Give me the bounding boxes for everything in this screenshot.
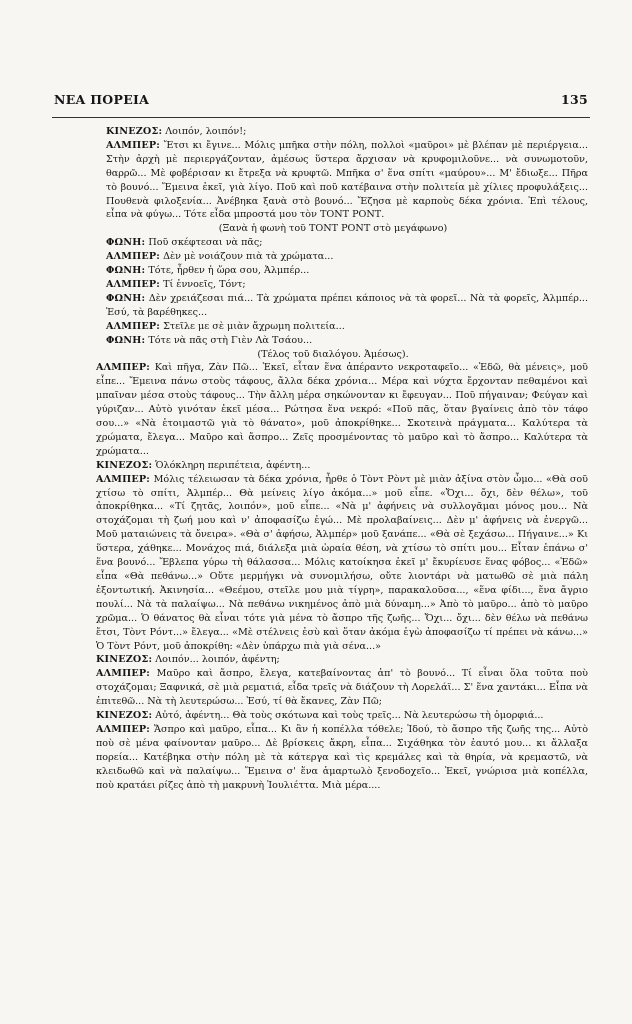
dialogue-line bbox=[78, 361, 588, 458]
speaker-label: ΚΙΝΕΖΟΣ: bbox=[106, 126, 163, 137]
dialogue-text: Μαῦρο καὶ ἄσπρο, ἔλεγα, κατεβαίνοντας ἀπ' τὸ βουνό... Τί εἶναι ὅλα τοῦτα ποὺ στοχάζομαι; Ξαφνικά, σὲ μιὰ ρεματιά, εἶδα τρεῖς νὰ διάζουν τὴ Λορελάϊ... Σ' ἕνα χαντάκι... Εἶπα νὰ ἐπιτεθῶ... Νὰ τὴ λευτερώσω... Ἐσύ, τί θὰ ἔκανες, Ζὰν Πῶ; bbox=[96, 668, 588, 708]
stage-direction: (Τέλος τοῦ διαλόγου. Ἀμέσως). bbox=[257, 348, 409, 360]
dialogue-line bbox=[78, 459, 588, 473]
dialogue-line bbox=[78, 653, 588, 667]
speaker-label: ΑΛΜΠΕΡ: bbox=[96, 473, 151, 485]
dialogue-line bbox=[78, 667, 588, 709]
dialogue-line bbox=[78, 292, 588, 320]
dialogue-line bbox=[78, 709, 588, 723]
speaker-label: ΦΩΝΗ: bbox=[106, 334, 146, 346]
dialogue-text: Ἄσπρο καὶ μαῦρο, εἶπα... Κι ἂν ἡ κοπέλλα τόθελε; Ἰδού, τὸ ἄσπρο τῆς ζωῆς της... Αὐτὸ ποὺ σὲ μένα φαίνονταν μαῦρο... Δὲ βρίσκεις ἄκρη, εἶπα... Σιχάθηκα τὸν ἑαυτό μου... κι ἄλλαξα πορεία... Κατέβηκα στὴν πόλη μὲ τὰ κάτεργα καὶ τὶς κρεμάλες καὶ τὰ θηρία, νὰ κρεμαστῶ, νὰ κλειδωθῶ καὶ νὰ παλαίψω... Ἔμεινα σ' ἕνα ἁμαρτωλὸ ξενοδοχεῖο... Ἐκεῖ, γνώρισα μιὰ κοπέλλα, ποὺ κρατάει ρίζες ἀπὸ τὴ μακρυνὴ Ἰουλιέττα. Μιὰ μέρα.... bbox=[96, 723, 588, 791]
dialogue-line bbox=[78, 139, 588, 222]
speaker-label: ΚΙΝΕΖΟΣ: bbox=[96, 710, 153, 722]
speaker-label: ΑΛΜΠΕΡ: bbox=[106, 139, 161, 151]
dialogue-line bbox=[78, 250, 588, 264]
speaker-label: ΑΛΜΠΕΡ: bbox=[96, 668, 151, 680]
dialogue-text: Λοιπόν, λοιπόν!; bbox=[162, 126, 247, 137]
speaker-label: ΚΙΝΕΖΟΣ: bbox=[96, 459, 153, 471]
speaker-label: ΦΩΝΗ: bbox=[106, 265, 146, 277]
dialogue-text: Δὲν χρειάζεσαι πιά... Τὰ χρώματα πρέπει κάποιος νὰ τὰ φορεῖ... Νὰ τὰ φορεῖς, Ἀλμπέρ... Ἐσύ, τὰ βαρέθηκες... bbox=[106, 292, 588, 318]
header-rule bbox=[52, 117, 590, 118]
dialogue-text: Ὁλόκληρη περιπέτεια, ἀφέντη... bbox=[152, 459, 311, 471]
dialogue-text: Δὲν μὲ νοιάζουν πιὰ τὰ χρώματα... bbox=[160, 251, 334, 263]
dialogue-text: Αὐτό, ἀφέντη... Θὰ τοὺς σκότωνα καὶ τοὺς τρεῖς... Νὰ λευτερώσω τὴ ὀμορφιά... bbox=[152, 710, 544, 722]
dialogue-text: Τότε νὰ πᾶς στὴ Γιὲν Λὰ Τσάου... bbox=[145, 334, 313, 346]
running-header-title: ΝΕΑ ΠΟΡΕΙΑ bbox=[54, 92, 150, 107]
dialogue-line bbox=[78, 125, 588, 139]
speaker-label: ΦΩΝΗ: bbox=[106, 292, 146, 304]
page-body bbox=[78, 125, 588, 1006]
page-number: 135 bbox=[561, 92, 588, 107]
dialogue-line bbox=[78, 320, 588, 334]
speaker-label: ΑΛΜΠΕΡ: bbox=[96, 723, 151, 735]
speaker-label: ΑΛΜΠΕΡ: bbox=[106, 320, 161, 332]
dialogue-text: Ποῦ σκέφτεσαι νὰ πᾶς; bbox=[145, 237, 263, 249]
speaker-label: ΑΛΜΠΕΡ: bbox=[106, 278, 161, 290]
speaker-label: ΦΩΝΗ: bbox=[106, 237, 146, 249]
speaker-label: ΚΙΝΕΖΟΣ: bbox=[96, 654, 153, 666]
speaker-label: ΑΛΜΠΕΡ: bbox=[96, 362, 151, 374]
dialogue-line bbox=[78, 278, 588, 292]
dialogue-line bbox=[78, 473, 588, 654]
speaker-label: ΑΛΜΠΕΡ: bbox=[106, 251, 161, 263]
dialogue-text: Τότε, ἦρθεν ἡ ὥρα σου, Ἀλμπέρ... bbox=[145, 265, 310, 277]
dialogue-text: Τί ἐννοεῖς, Τόντ; bbox=[160, 278, 246, 290]
dialogue-line bbox=[78, 334, 588, 348]
dialogue-text: Μόλις τέλειωσαν τὰ δέκα χρόνια, ἦρθε ὁ Τὸντ Ρὸντ μὲ μιὰν ἀξίνα στὸν ὦμο... «Θὰ σοῦ χτίσω τὸ σπίτι, Ἀλμπέρ... Θὰ μείνεις λίγο ἀκόμα...» μοῦ εἶπε. «Ὄχι... ὄχι, δὲν θέλω», τοῦ ἀποκρίθηκα... «Τί ζητᾶς, λοιπόν», μοῦ εἶπε... «Νὰ μ' ἀφήνεις νὰ συλλογᾶμαι μόνος μου... Νὰ στοχάζομαι τὴ ζωή μου καὶ ν' ἀποφασίζω ἐγώ... Μὲ προλαβαίνεις... Δὲν μ' ἀφήνεις νὰ ἐνεργῶ... Μοῦ ματαιώνεις τὰ ὄνειρα». «Θὰ σ' ἀφήσω, Ἀλμπέρ» μοῦ ξανάπε... «Θὰ σὲ ξεχάσω... Πήγαινε...» Κι ὕστερα, χάθηκε... Μονάχος πιά, διάλεξα μιὰ ὡραία θέση, νὰ χτίσω τὸ σπίτι μου... Εἶταν ἐπάνω σ' ἕνα βουνό... Ἔβλεπα γύρω τὴ θάλασσα... Μόλις κατοίκησα ἐκεῖ μ' ἔκυρίευσε ἕνας φόβος... «Ἐδῶ» εἶπα «Θὰ πεθάνω...» Οὔτε μερμήγκι νὰ συνομιλήσω, οὔτε λιοντάρι νὰ ματωθῶ σὲ μιὰ πάλη ἐξοντωτική. Ἀκινησία... «Θεέμου, στεῖλε μου μιὰ τίγρη», παρακαλοῦσα..., «ἕνα φίδι..., ἕνα ἄγριο πουλί... Νὰ τὰ παλαίψω... Νὰ πεθάνω νικημένος ἀπὸ μιὰ δύναμη...» Ἀπὸ τὸ μαῦρο... ἀπὸ τὸ μαῦρο χρῶμα... Ὁ θάνατος θὰ εἶναι τότε γιὰ μένα τὸ ἄσπρο τῆς ζωῆς... Ὄχι... ὄχι... δὲν θέλω νὰ πεθάνω ἔτσι, Τὸντ Ρόντ...» ἔλεγα... «Μὲ στέλνεις ἐσὺ καὶ ὅταν ἀκόμα ἐγὼ ἀποφασίζω τί πρέπει νὰ κάνω...» Ὁ Τὸντ Ρόντ, μοῦ ἀποκρίθη: «Δὲν ὑπάρχω πιὰ γιὰ σένα...» bbox=[96, 473, 588, 652]
dialogue-line bbox=[78, 264, 588, 278]
dialogue-text: Καὶ πῆγα, Ζὰν Πῶ... Ἐκεῖ, εἶταν ἕνα ἀπέραντο νεκροταφεῖο... «Ἐδῶ, θὰ μένεις», μοῦ εἶπε... Ἔμεινα πάνω στοὺς τάφους, ἄλλα δέκα χρόνια... Μέρα καὶ νύχτα ἔρχονταν πεθαμένοι καὶ μπαῖναν μέσα στοὺς τάφους... Τὴν ἄλλη μέρα σηκώνονταν κι ἔφευγαν... Ποῦ πήγαιναν; Φεύγαν καὶ γύριζαν... Αὐτὸ γινόταν ἐκεῖ μέσα... Ρώτησα ἕνα νεκρό: «Ποῦ πᾶς, ὅταν βγαίνεις ἀπὸ τὸν τάφο σου...» «Νὰ ἑτοιμαστῶ γιὰ τὸ θάνατο», μοῦ ἀποκρίθηκε... Σκοτεινὰ πράγματα... Καλύτερα τὰ χρώματα, ἔλεγα... Μαῦρο καὶ ἄσπρο... Ζεῖς προσμένοντας τὸ μαῦρο καὶ τὸ ἄσπρο... Καλύτερα τὰ χρώματα... bbox=[96, 362, 588, 457]
stage-direction: (Ξανὰ ἡ φωνὴ τοῦ ΤΟΝΤ ΡΟΝΤ στὸ μεγάφωνο) bbox=[218, 223, 448, 235]
dialogue-text: Ἔτσι κι ἔγινε... Μόλις μπῆκα στὴν πόλη, πολλοὶ «μαῦροι» μὲ βλέπαν μὲ περιέργεια... Στὴν ἀρχὴ μὲ περιεργάζονταν, ἀμέσως ὕστερα ἄρχισαν νὰ κρυφομιλοῦνε... νὰ συνωμοτοῦν, θαρρῶ... Μὲ φοβέρισαν κι ἔτρεξα νὰ κρυφτῶ. Μπῆκα σ' ἕνα σπίτι «μαύρου»... Μ' ἔδιωξε... Πῆρα τὸ βουνό... Ἔμεινα ἐκεῖ, γιὰ λίγο. Ποῦ καὶ ποῦ κατέβαινα στὴν πολιτεία μὲ χίλιες προφυλάξεις... Πουθενὰ φιλοξενία... Ἀνέβηκα ξανὰ στὸ βουνό... Ἔζησα μὲ καρποὺς δέκα χρόνια. Ἐπὶ τέλους, εἶπα νὰ φύγω... Τότε εἶδα μπροστά μου τὸν ΤΟΝΤ ΡΟΝΤ. bbox=[106, 139, 588, 221]
dialogue-text: Λοιπόν... λοιπόν, ἀφέντη; bbox=[152, 654, 280, 666]
dialogue-line bbox=[78, 236, 588, 250]
dialogue-text: Στεῖλε με σὲ μιὰν ἄχρωμη πολιτεία... bbox=[160, 320, 345, 332]
dialogue-line bbox=[78, 723, 588, 793]
